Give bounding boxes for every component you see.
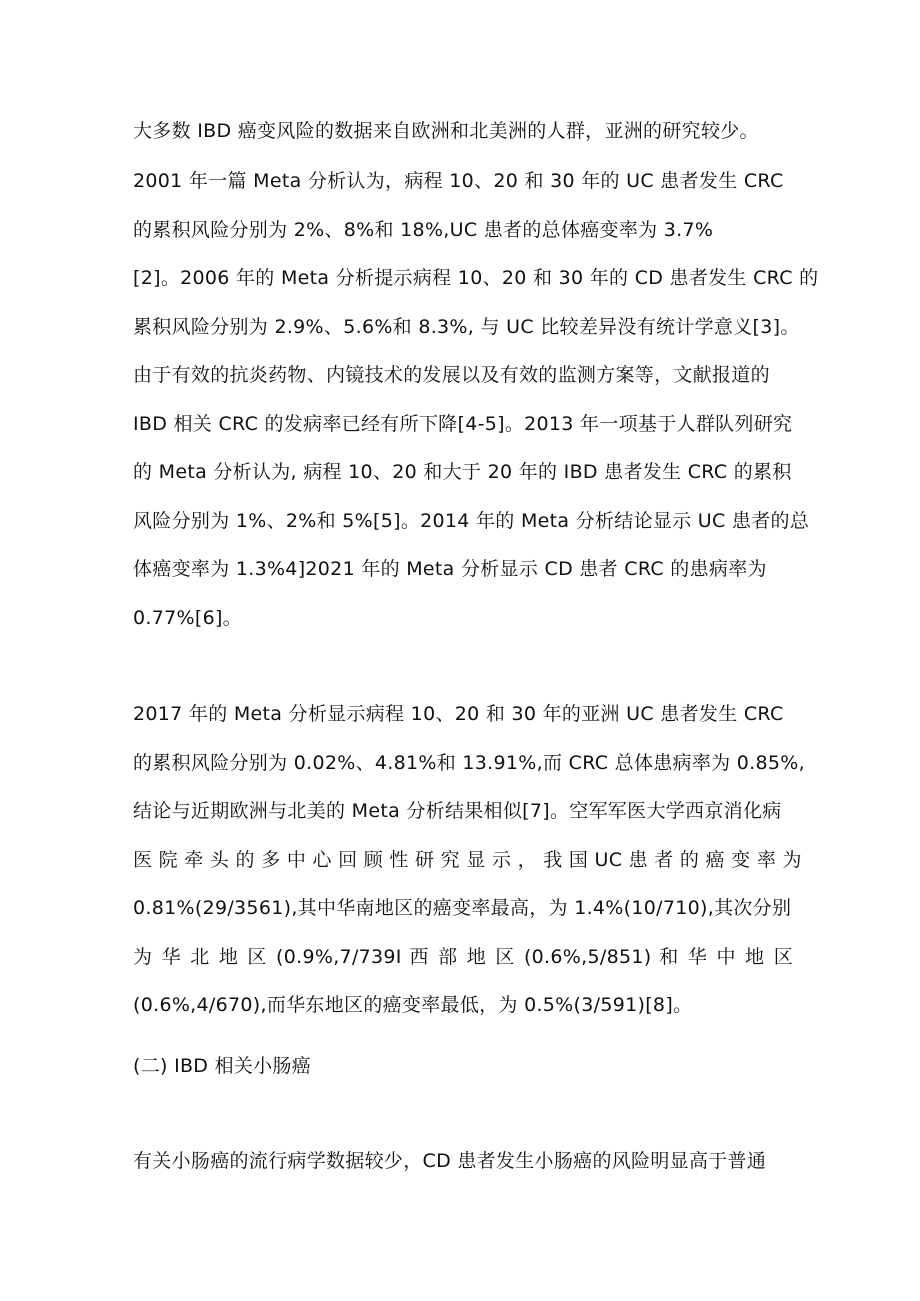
text-line: 的累积风险分别为 0.02%、4.81%和 13.91%,而 CRC 总体患病率为 0.85%, (133, 752, 805, 774)
text-line: 由于有效的抗炎药物、内镜技术的发展以及有效的监测方案等，文献报道的 (133, 364, 770, 386)
text-line: (0.6%,4/670),而华东地区的癌变率最低，为 0.5%(3/591)[8]。 (133, 994, 693, 1016)
text-line: 有关小肠癌的流行病学数据较少，CD 患者发生小肠癌的风险明显高于普通 (133, 1150, 767, 1172)
text-line: 体癌变率为 1.3%4]2021 年的 Meta 分析显示 CD 患者 CRC 的患病率为 (133, 558, 767, 580)
text-line: 0.77%[6]。 (133, 607, 242, 629)
text-line: 0.81%(29/3561),其中华南地区的癌变率最高，为 1.4%(10/710),其次分别 (133, 897, 792, 919)
text-line: 大多数 IBD 癌变风险的数据来自欧洲和北美洲的人群，亚洲的研究较少。 (133, 120, 759, 142)
text-line: 2017 年的 Meta 分析显示病程 10、20 和 30 年的亚洲 UC 患者发生 CRC (133, 703, 784, 725)
text-line: 的 Meta 分析认为, 病程 10、20 和大于 20 年的 IBD 患者发生 CRC 的累积 (133, 461, 792, 483)
text-line: IBD 相关 CRC 的发病率已经有所下降[4-5]。2013 年一项基于人群队列研究 (133, 413, 793, 435)
text-line: 累积风险分别为 2.9%、5.6%和 8.3%, 与 UC 比较差异没有统计学意义[3]。 (133, 316, 800, 338)
section-heading: (二) IBD 相关小肠癌 (133, 1055, 312, 1077)
text-line: 结论与近期欧洲与北美的 Meta 分析结果相似[7]。空军军医大学西京消化病 (133, 800, 782, 822)
text-line: 为 华 北 地 区 (0.9%,7/739I 西 部 地 区 (0.6%,5/851) 和 华 中 地 区 (133, 946, 793, 968)
text-line: [2]。2006 年的 Meta 分析提示病程 10、20 和 30 年的 CD 患者发生 CRC 的 (133, 267, 819, 289)
text-line: 的累积风险分别为 2%、8%和 18%,UC 患者的总体癌变率为 3.7% (133, 219, 714, 241)
text-line: 风险分别为 1%、2%和 5%[5]。2014 年的 Meta 分析结论显示 UC 患者的总 (133, 510, 810, 532)
text-line: 2001 年一篇 Meta 分析认为，病程 10、20 和 30 年的 UC 患者发生 CRC (133, 170, 784, 192)
text-line: 医 院 牵 头 的 多 中 心 回 顾 性 研 究 显 示 ， 我 国 UC 患 者 的 癌 变 率 为 (133, 849, 802, 871)
